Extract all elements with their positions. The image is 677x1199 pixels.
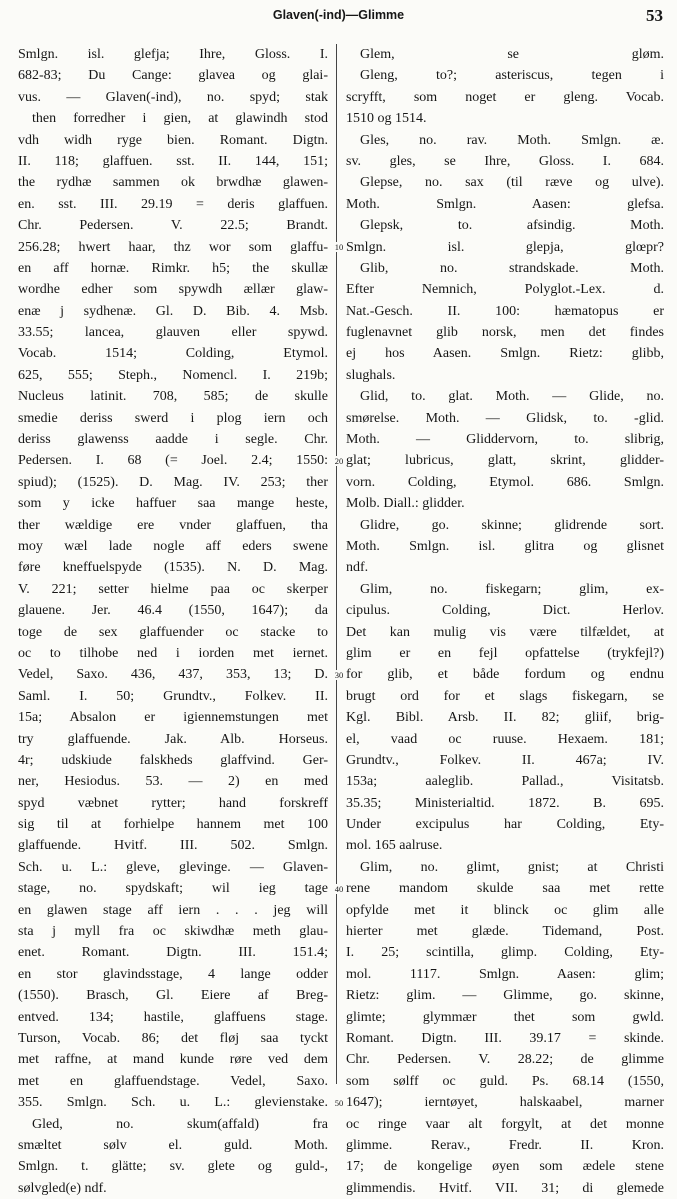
text-line: 625, 555; Steph., Nomencl. I. 219b; bbox=[18, 367, 328, 383]
text-line: sig til at forhielpe hannem met 100 bbox=[18, 817, 328, 833]
text-line: Gles, no. rav. Moth. Smlgn. æ. bbox=[360, 132, 664, 148]
text-line: 33.55; lancea, glauven eller spywd. bbox=[18, 325, 328, 341]
text-line: scryfft, som noget er gleng. Vocab. bbox=[346, 89, 664, 105]
text-line: 1510 og 1514. bbox=[346, 111, 427, 127]
text-line: vdh widh ryge bien. Romant. Digtn. bbox=[18, 132, 328, 148]
text-line: oc ringe vaar alt forgylt, at det monne bbox=[346, 1116, 664, 1132]
text-line: Moth. Smlgn. isl. glitra og glisnet bbox=[346, 538, 664, 554]
text-line: smedie deriss swerd i plog iern och bbox=[18, 410, 328, 426]
text-line: Glem, se gløm. bbox=[360, 47, 664, 62]
text-line: Rietz: glim. — Glimme, go. skinne, bbox=[346, 988, 664, 1004]
text-line: opfylde met it blinck oc glim alle bbox=[346, 902, 664, 918]
text-line: oc to tilhobe ned i iorden met iernet. bbox=[18, 645, 328, 661]
line-marker: 50 bbox=[332, 1098, 346, 1108]
text-line: the rydhæ sammen ok brwdhæ glawen- bbox=[18, 175, 328, 191]
line-marker: 20 bbox=[332, 456, 346, 466]
text-line: for glib, et både fordum og endnu bbox=[346, 667, 664, 683]
text-line: I. 25; scintilla, glimp. Colding, Ety- bbox=[346, 945, 664, 961]
text-line: Glepsk, to. afsindig. Moth. bbox=[360, 218, 664, 234]
text-line: brugt ord for et slags fiskegarn, se bbox=[346, 688, 664, 704]
line-marker: 10 bbox=[332, 242, 346, 252]
text-line: 256.28; hwert haar, thz wor som glaffu- bbox=[18, 239, 328, 255]
line-marker: 30 bbox=[332, 670, 346, 680]
text-line: mol. 1117. Smlgn. Aasen: glim; bbox=[346, 966, 664, 982]
text-line: el, vaad oc ruuse. Hexaem. 181; bbox=[346, 731, 664, 747]
text-line: Glim, no. fiskegarn; glim, ex- bbox=[360, 581, 664, 597]
text-line: Sch. u. L.: gleve, glevinge. — Glaven- bbox=[18, 859, 328, 875]
text-line: try glaffuende. Jak. Alb. Horseus. bbox=[18, 731, 328, 747]
text-line: Under excipulus har Colding, Ety- bbox=[346, 817, 664, 833]
text-line: met raffne, at mand kunde røre ved dem bbox=[18, 1052, 328, 1068]
text-line: Glidre, go. skinne; glidrende sort. bbox=[360, 517, 664, 533]
text-line: sv. gles, se Ihre, Gloss. I. 684. bbox=[346, 153, 664, 169]
text-line: fuglenavnet glib norsk, men det findes bbox=[346, 325, 664, 341]
text-line: deriss glawenss aadde i segle. Chr. bbox=[18, 432, 328, 448]
text-line: hierter met glæde. Tidemand, Post. bbox=[346, 924, 664, 940]
text-line: en stor glavindsstage, 4 lange odder bbox=[18, 966, 328, 982]
text-line: slughals. bbox=[346, 367, 396, 383]
text-line: V. 221; setter hielme paa oc skerper bbox=[18, 581, 328, 597]
text-line: Pedersen. I. 68 (= Joel. 2.4; 1550: bbox=[18, 453, 328, 469]
text-line: 355. Smlgn. Sch. u. L.: glevienstake. bbox=[18, 1095, 328, 1111]
text-line: vorn. Colding, Etymol. 686. Smlgn. bbox=[346, 474, 664, 490]
text-line: Chr. Pedersen. V. 22.5; Brandt. bbox=[18, 218, 328, 234]
text-line: then forredher i gien, at glawindh stod bbox=[32, 111, 328, 127]
text-line: som sølff oc guld. Ps. 68.14 (1550, bbox=[346, 1073, 664, 1089]
text-line: 1647); ierntøyet, halskaabel, marner bbox=[346, 1095, 664, 1111]
text-line: stage, no. spydskaft; wil ieg tage bbox=[18, 881, 328, 897]
text-line: ej hos Aasen. Smlgn. Rietz: glibb, bbox=[346, 346, 664, 362]
text-line: glimte; glymmær thet som gwld. bbox=[346, 1009, 664, 1025]
text-line: glimme. Rerav., Fredr. II. Kron. bbox=[346, 1137, 664, 1153]
text-line: Glib, no. strandskade. Moth. bbox=[360, 260, 664, 276]
text-line: Smlgn. t. glätte; sv. glete og guld-, bbox=[18, 1159, 328, 1175]
text-line: toge de sex glaffuender oc stacke to bbox=[18, 624, 328, 640]
text-line: glauene. Jer. 46.4 (1550, 1647); da bbox=[18, 603, 328, 619]
left-column bbox=[18, 44, 328, 1199]
text-line: entved. 134; hastile, glaffuens stage. bbox=[18, 1009, 328, 1025]
text-line: Smlgn. isl. glepja, glœpr? bbox=[346, 239, 664, 255]
text-line: Gled, no. skum(affald) fra bbox=[32, 1116, 328, 1132]
text-line: smæltet sølv el. guld. Moth. bbox=[18, 1137, 328, 1153]
page-header bbox=[0, 6, 677, 28]
text-line: glaffuende. Hvitf. III. 502. Smlgn. bbox=[18, 838, 328, 854]
text-line: smørelse. Moth. — Glidsk, to. -glid. bbox=[346, 410, 664, 426]
text-line: Moth. — Gliddervorn, to. slibrig, bbox=[346, 432, 664, 448]
text-line: Vocab. 1514; Colding, Etymol. bbox=[18, 346, 328, 362]
text-line: 153a; aaleglib. Pallad., Visitatsb. bbox=[346, 774, 664, 790]
right-column bbox=[346, 44, 664, 1199]
text-line: Gleng, to?; asteriscus, tegen i bbox=[360, 68, 664, 84]
text-line: en glawen stage aff iern . . . jeg will bbox=[18, 902, 328, 918]
text-line: en. sst. III. 29.19 = deris glaffuen. bbox=[18, 196, 328, 212]
text-line: Moth. Smlgn. Aasen: glefsa. bbox=[346, 196, 664, 212]
text-line: 17; de kongelige øyen som ædele stene bbox=[346, 1159, 664, 1175]
text-line: mol. 165 aalruse. bbox=[346, 838, 443, 854]
text-line: 4r; udskiude falskheds glaffvind. Ger- bbox=[18, 752, 328, 768]
text-line: Glim, no. glimt, gnist; at Christi bbox=[360, 859, 664, 875]
text-line: Smlgn. isl. glefja; Ihre, Gloss. I. bbox=[18, 47, 328, 62]
line-marker: 40 bbox=[332, 884, 346, 894]
text-line: Glid, to. glat. Moth. — Glide, no. bbox=[360, 389, 664, 405]
text-line: Molb. Diall.: glidder. bbox=[346, 496, 465, 512]
text-line: Glepse, no. sax (til ræve og ulve). bbox=[360, 175, 664, 191]
text-line: Grundtv., Folkev. II. 467a; IV. bbox=[346, 752, 664, 768]
text-line: sta j myll fra oc skiwdhæ meth glau- bbox=[18, 924, 328, 940]
text-line: Turson, Vocab. 86; det fløj saa tyckt bbox=[18, 1030, 328, 1046]
text-line: vus. — Glaven(-ind), no. spyd; stak bbox=[18, 89, 328, 105]
text-line: Nucleus latinit. 708, 585; de skulle bbox=[18, 389, 328, 405]
text-line: ndf. bbox=[346, 560, 369, 576]
running-title: Glaven(-ind)—Glimme bbox=[272, 8, 405, 22]
text-line: enet. Romant. Digtn. III. 151.4; bbox=[18, 945, 328, 961]
text-line: moy wæl lade nogle aff eders swene bbox=[18, 538, 328, 554]
page-number: 53 bbox=[646, 6, 663, 25]
column-divider bbox=[336, 44, 337, 1084]
text-line: glim er en fejl opfattelse (trykfejl?) bbox=[346, 645, 664, 661]
text-line: Efter Nemnich, Polyglot.-Lex. d. bbox=[346, 282, 664, 298]
text-line: Det kan mulig vis være tilfældet, at bbox=[346, 624, 664, 640]
text-line: ner, Hesiodus. 53. — 2) en med bbox=[18, 774, 328, 790]
text-line: Romant. Digtn. III. 39.17 = skinde. bbox=[346, 1030, 664, 1046]
text-line: glimmendis. Hvitf. VII. 31; di glemede bbox=[346, 1180, 664, 1196]
text-line: cipulus. Colding, Dict. Herlov. bbox=[346, 603, 664, 619]
text-line: føre kneffuelspyde (1535). N. D. Mag. bbox=[18, 560, 328, 576]
text-line: (1550). Brasch, Gl. Eiere af Breg- bbox=[18, 988, 328, 1004]
text-line: 35.35; Ministerialtid. 1872. B. 695. bbox=[346, 795, 664, 811]
text-line: II. 118; glaffuen. sst. II. 144, 151; bbox=[18, 153, 328, 169]
text-line: wordhe edher som spywdh ællær glaw- bbox=[18, 282, 328, 298]
text-line: sølvgled(e) ndf. bbox=[18, 1180, 107, 1196]
text-line: Kgl. Bibl. Arsb. II. 82; gliif, brig- bbox=[346, 710, 664, 726]
text-line: en aff hornæ. Rimkr. h5; the skullæ bbox=[18, 260, 328, 276]
text-line: Nat.-Gesch. II. 100: hæmatopus er bbox=[346, 303, 664, 319]
text-line: 15a; Absalon er igiennemstungen met bbox=[18, 710, 328, 726]
text-line: som y icke haffuer saa mange heste, bbox=[18, 496, 328, 512]
text-line: rene mandom skulde saa met rette bbox=[346, 881, 664, 897]
text-line: enæ j sydhenæ. Gl. D. Bib. 4. Msb. bbox=[18, 303, 328, 319]
text-line: spiud); (1525). D. Mag. IV. 253; ther bbox=[18, 474, 328, 490]
text-line: Saml. I. 50; Grundtv., Folkev. II. bbox=[18, 688, 328, 704]
text-line: Chr. Pedersen. V. 28.22; de glimme bbox=[346, 1052, 664, 1068]
text-line: met en glaffuendstage. Vedel, Saxo. bbox=[18, 1073, 328, 1089]
text-line: 682-83; Du Cange: glavea og glai- bbox=[18, 68, 328, 84]
text-line: ther wældige ere vnder glaffuen, tha bbox=[18, 517, 328, 533]
text-line: spyd væbnet rytter; hand forskreff bbox=[18, 795, 328, 811]
text-line: glat; lubricus, glatt, skrint, glidder- bbox=[346, 453, 664, 469]
text-line: Vedel, Saxo. 436, 437, 353, 13; D. bbox=[18, 667, 328, 683]
